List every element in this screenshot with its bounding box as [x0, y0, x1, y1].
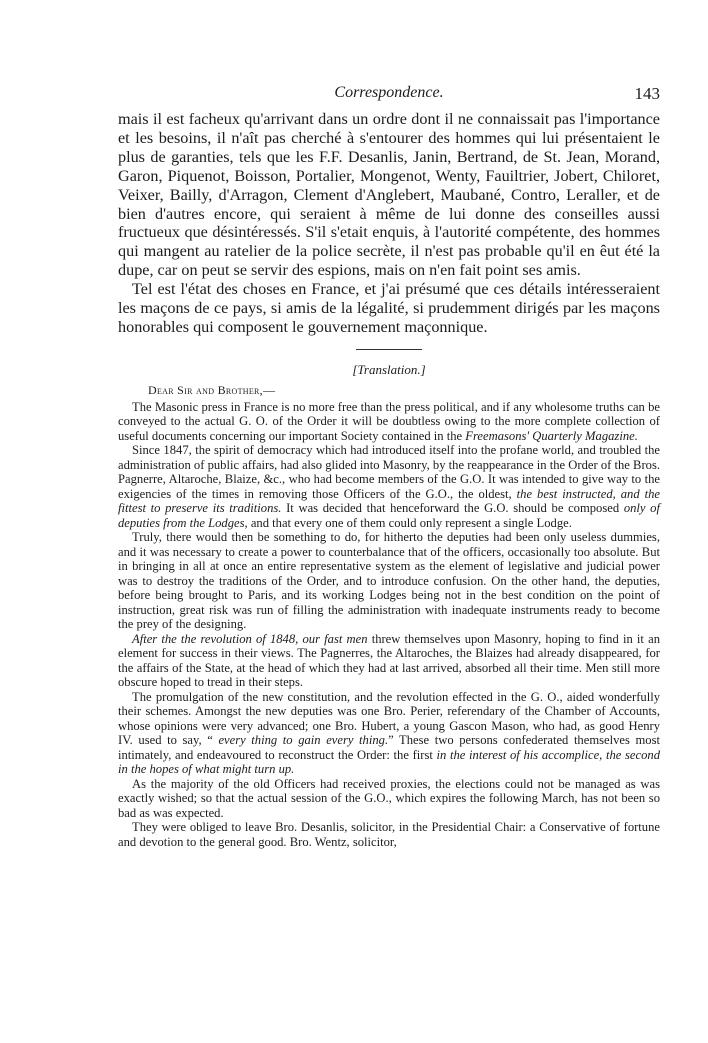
english-paragraph-5 — [118, 690, 660, 777]
english-paragraph-3: Truly, there would then be something to do, for hitherto the deputies had been only useless dummies, and it was necessary to create a power to counterbalance that of the officers, occasionally too absolute. But in bringing in all at once an entire representative system as the element of legislative and judicial power was to destroy the traditions of the Order, and to introduce confusion. On the other hand, the deputies, before being brought to Paris, and its working Lodges being not in the best condition on the point of instruction, great risk was run of filling the administration with inadequate instruments ready to become the prey of the designing. — [118, 530, 660, 632]
english-paragraph-2 — [118, 443, 660, 530]
french-paragraph-1: mais il est facheux qu'arrivant dans un ordre dont il ne connaissait pas l'importance et les besoins, il n'aît pas cherché à s'entourer des hommes qui lui présentaient le plus de garanties, tels que les F.F. Desanlis, Janin, Bertrand, de St. Jean, Morand, Garon, Piquenot, Boisson, Portalier, Mongenot, Wenty, Fauiltrier, Jobert, Chiloret, Veixer, Bailly, d'Arragon, Clement d'Anglebert, Maubané, Contro, Leraller, et de bien d'autres encore, qui seraient à même de lui donne des conseilles aussi fructueux que désintéressés. S'il s'etait enquis, à l'autorité compétente, des hommes qui mangent au ratelier de la police secrète, il n'est pas probable qu'il en êut été la dupe, car on peut se servir des espions, mais on n'en fait point ses amis. — [118, 110, 660, 280]
english-paragraph-4 — [118, 632, 660, 690]
english-paragraph-6: As the majority of the old Officers had received proxies, the elections could not be managed as was exactly wished; so that the actual session of the G.O., which expires the following March, has not been so bad as was expected. — [118, 776, 660, 820]
text-run: Since 1847, the spirit of democracy which had introduced itself into the profane world, and troubled the administration of public affairs, had also glided into Masonry, by the reappearance in the Order of the Bros. Pagnerre, Altaroche, Blaize, &c., who had become members of the G.O. It was intended to give way to the exigencies of the times in removing those Officers of the G.O., the oldest, — [118, 443, 660, 501]
running-title: Correspondence. — [334, 84, 444, 101]
english-paragraph-7: They were obliged to leave Bro. Desanlis, solicitor, in the Presidential Chair: a Conservative of fortune and devotion to the general good. Bro. Wentz, solicitor, — [118, 820, 660, 849]
translation-heading: [Translation.] — [352, 361, 426, 377]
italic-run: After the the revolution of 1848, our fast men — [132, 631, 368, 646]
book-page — [118, 84, 660, 849]
text-run: The Masonic press in France is no more free than the press political, and if any wholesome truths can be conveyed to the actual G. O. of the Order it will be doubtless owing to the more complete collection of useful documents concerning our important Society contained in the — [118, 399, 660, 443]
text-run: It was decided that henceforward the G.O. should be composed — [281, 501, 624, 516]
page-number: 143 — [634, 84, 660, 103]
italic-run: only of deputies from the Lodges, — [118, 501, 660, 530]
section-divider — [356, 349, 422, 350]
italic-run: the best instructed, and the fittest to preserve its traditions. — [118, 486, 660, 516]
english-paragraph-1 — [118, 400, 660, 444]
text-run: ” These two persons confederated themselves most intimately, and endeavoured to reconstruct the Order: the first — [118, 733, 660, 762]
italic-run: every thing to gain every thing. — [218, 733, 389, 748]
italic-run: in the interest of his accomplice, the second in the hopes of what might turn up. — [118, 747, 660, 777]
page-header — [118, 84, 660, 110]
french-letter — [118, 110, 660, 337]
text-run: and that every one of them could only represent a single Lodge. — [247, 515, 572, 530]
text-run: The promulgation of the new constitution, and the revolution effected in the G. O., aided wonderfully their schemes. Amongst the new deputies was one Bro. Perier, referendary of the Chamber of Accounts, whose opinions were very advanced; one Bro. Hubert, a young Gascon Mason, who had, as good Henry IV. used to say, “ — [118, 689, 660, 748]
french-paragraph-2: Tel est l'état des choses en France, et j'ai présumé que ces détails intéresseraient les maçons de ce pays, si amis de la légalité, si prudemment dirigés par les maçons honorables qui composent le gouvernement maçonnique. — [118, 280, 660, 336]
text-run: threw themselves upon Masonry, hoping to find in it an element for success in their views. The Pagnerres, the Altaroches, the Blaizes had already disappeared, for the affairs of the State, at the head of which they had at last arrived, absorbed all their time. Men still more obscure hoped to tread in their steps. — [118, 631, 660, 690]
magazine-title: Freemasons' Quarterly Magazine. — [465, 428, 638, 443]
english-translation — [118, 400, 660, 850]
salutation: Dear Sir and Brother,— — [148, 382, 276, 397]
